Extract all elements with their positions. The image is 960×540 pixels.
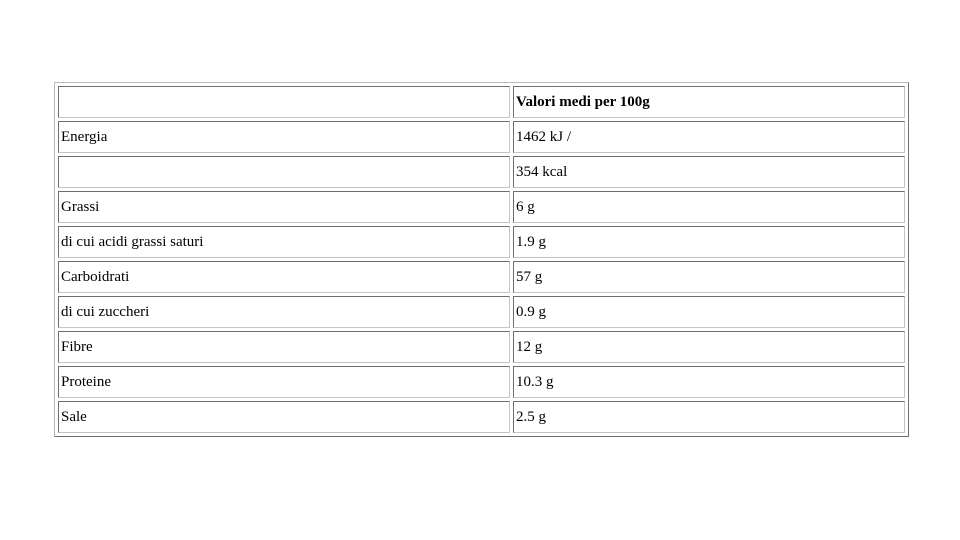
table-row <box>58 226 905 258</box>
nutrient-name-cell: Fibre <box>58 331 510 363</box>
table-row <box>58 191 905 223</box>
nutrient-name-cell: di cui acidi grassi saturi <box>58 226 510 258</box>
nutrient-name-cell <box>58 156 510 188</box>
nutrient-value-cell: 1462 kJ / <box>513 121 905 153</box>
nutrient-name-cell: Energia <box>58 121 510 153</box>
nutrient-name-cell: Sale <box>58 401 510 433</box>
nutrition-table-body <box>58 86 905 433</box>
nutrient-value-cell: 354 kcal <box>513 156 905 188</box>
table-row <box>58 156 905 188</box>
header-value-cell: Valori medi per 100g <box>513 86 905 118</box>
table-row <box>58 121 905 153</box>
nutrient-value-cell: 10.3 g <box>513 366 905 398</box>
nutrient-name-cell: Proteine <box>58 366 510 398</box>
nutrient-value-cell: 2.5 g <box>513 401 905 433</box>
nutrient-value-cell: 1.9 g <box>513 226 905 258</box>
header-label-cell <box>58 86 510 118</box>
table-row <box>58 331 905 363</box>
table-row <box>58 296 905 328</box>
nutrient-name-cell: Grassi <box>58 191 510 223</box>
nutrient-value-cell: 12 g <box>513 331 905 363</box>
nutrient-value-cell: 0.9 g <box>513 296 905 328</box>
nutrient-name-cell: Carboidrati <box>58 261 510 293</box>
nutrient-value-cell: 57 g <box>513 261 905 293</box>
nutrient-name-cell: di cui zuccheri <box>58 296 510 328</box>
table-header-row <box>58 86 905 118</box>
table-row <box>58 366 905 398</box>
nutrition-table <box>54 82 909 437</box>
nutrient-value-cell: 6 g <box>513 191 905 223</box>
table-row <box>58 261 905 293</box>
table-row <box>58 401 905 433</box>
